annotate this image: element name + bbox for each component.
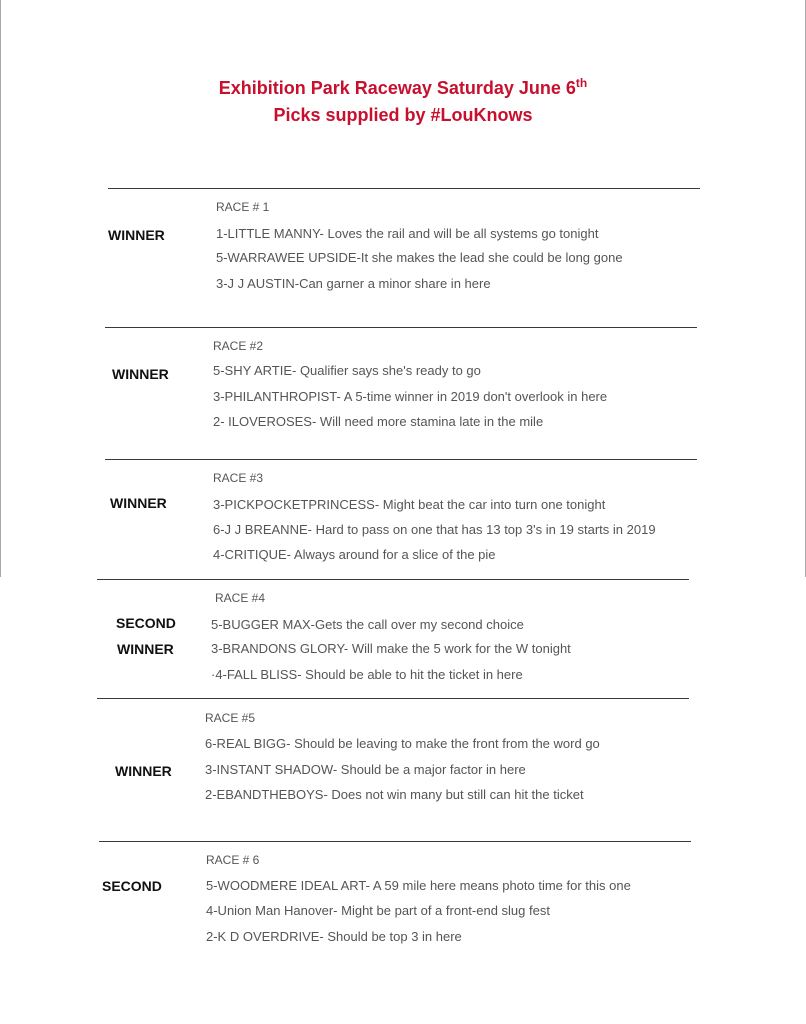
race-2-pick-1: 5-SHY ARTIE- Qualifier says she's ready to go bbox=[213, 363, 481, 378]
race-2-pick-2: 3-PHILANTHROPIST- A 5-time winner in 2019 don't overlook in here bbox=[213, 389, 608, 404]
race-divider bbox=[108, 188, 700, 189]
race-1-pick-1: 1-LITTLE MANNY- Loves the rail and will be all systems go tonight bbox=[216, 226, 599, 241]
race-5-verdict: WINNER bbox=[115, 763, 172, 779]
race-5-pick-2: 3-INSTANT SHADOW- Should be a major factor in here bbox=[205, 762, 526, 777]
race-3-pick-3: 4-CRITIQUE- Always around for a slice of the pie bbox=[213, 547, 496, 562]
race-3-pick-1: 3-PICKPOCKETPRINCESS- Might beat the car into turn one tonight bbox=[213, 497, 606, 512]
race-4-verdict-1: SECOND bbox=[116, 615, 176, 631]
race-6-pick-1: 5-WOODMERE IDEAL ART- A 59 mile here means photo time for this one bbox=[206, 878, 631, 893]
race-4-verdict-2: WINNER bbox=[117, 641, 174, 657]
race-6-verdict: SECOND bbox=[102, 878, 162, 894]
race-5-pick-3: 2-EBANDTHEBOYS- Does not win many but still can hit the ticket bbox=[205, 787, 584, 802]
race-2-pick-3: 2- ILOVEROSES- Will need more stamina late in the mile bbox=[213, 414, 544, 429]
race-6-pick-2: 4-Union Man Hanover- Might be part of a front-end slug fest bbox=[206, 903, 550, 918]
race-divider bbox=[97, 698, 689, 699]
race-3-title: RACE #3 bbox=[213, 471, 264, 485]
race-2-title: RACE #2 bbox=[213, 339, 264, 353]
race-1-title: RACE # 1 bbox=[216, 200, 270, 214]
race-4-pick-3: ·4-FALL BLISS- Should be able to hit the ticket in here bbox=[211, 667, 523, 682]
race-divider bbox=[105, 327, 697, 328]
race-2-verdict: WINNER bbox=[112, 366, 169, 382]
race-1-pick-3: 3-J J AUSTIN-Can garner a minor share in here bbox=[216, 276, 491, 291]
race-divider bbox=[105, 459, 697, 460]
header-title: Exhibition Park Raceway Saturday June 6th bbox=[218, 76, 588, 98]
race-4-title: RACE #4 bbox=[215, 591, 266, 605]
race-6-title: RACE # 6 bbox=[206, 853, 260, 867]
race-4-pick-2: 3-BRANDONS GLORY- Will make the 5 work for the W tonight bbox=[211, 641, 571, 656]
race-5-title: RACE #5 bbox=[205, 711, 256, 725]
header-subtitle: Picks supplied by #LouKnows bbox=[273, 105, 533, 125]
race-1-pick-2: 5-WARRAWEE UPSIDE-It she makes the lead she could be long gone bbox=[216, 250, 623, 265]
race-divider bbox=[97, 579, 689, 580]
race-4-pick-1: 5-BUGGER MAX-Gets the call over my second choice bbox=[211, 617, 524, 632]
race-6-pick-3: 2-K D OVERDRIVE- Should be top 3 in here bbox=[206, 929, 462, 944]
race-1-verdict: WINNER bbox=[108, 227, 165, 243]
race-5-pick-1: 6-REAL BIGG- Should be leaving to make the front from the word go bbox=[205, 736, 600, 751]
race-divider bbox=[99, 841, 691, 842]
race-3-verdict: WINNER bbox=[110, 495, 167, 511]
race-3-pick-2: 6-J J BREANNE- Hard to pass on one that has 13 top 3's in 19 starts in 2019 bbox=[213, 522, 656, 537]
page-seam bbox=[30, 560, 762, 578]
